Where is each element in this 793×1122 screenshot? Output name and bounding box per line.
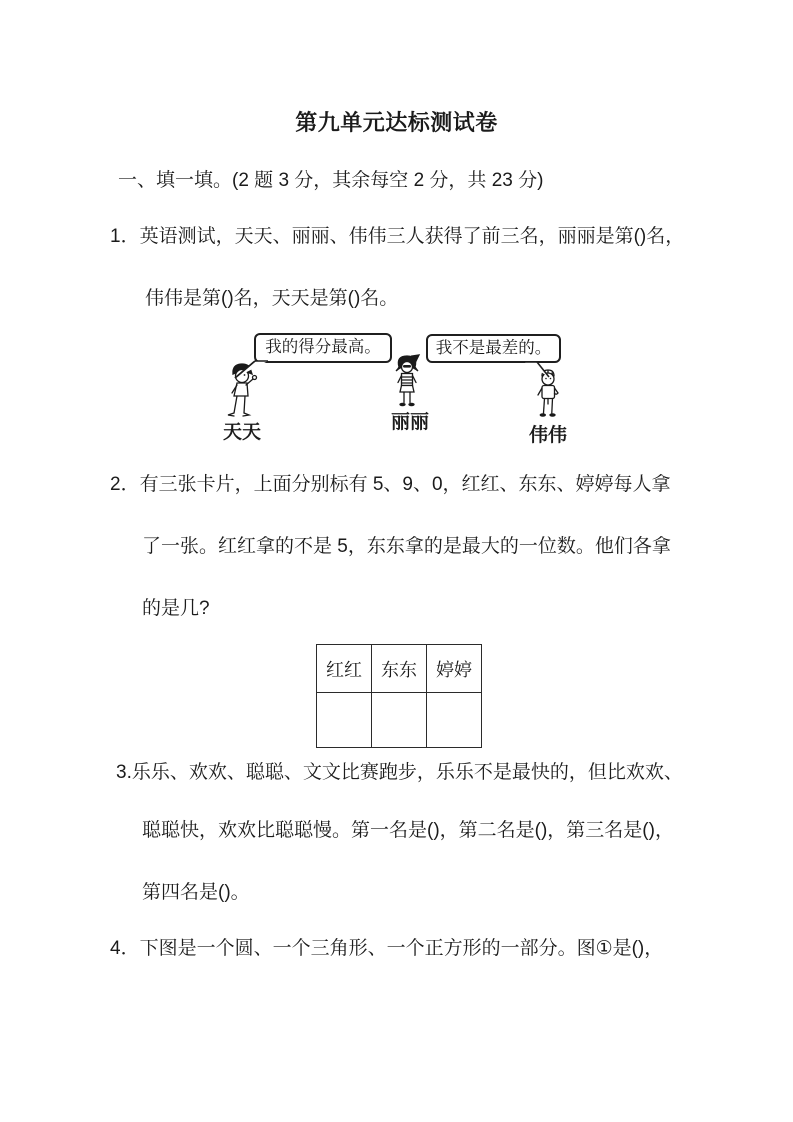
speech-bubble-tail-left-icon [234, 360, 270, 379]
question-1-line-2: 伟伟是第()名，天天是第()名。 [145, 288, 399, 309]
label-weiwei: 伟伟 [528, 425, 567, 446]
answer-cell-dongdong [372, 693, 427, 748]
label-lili: 丽丽 [390, 412, 429, 433]
speech-bubble-tail-right-icon [522, 361, 552, 378]
girl-lili-figure [389, 354, 425, 412]
question-2-line-1: 2．有三张卡片，上面分别标有 5、9、0，红红、东东、婷婷每人拿 [110, 474, 671, 495]
question-1-illustration [170, 328, 630, 450]
question-3-line-3: 第四名是()。 [142, 882, 250, 903]
label-tiantian: 天天 [222, 422, 261, 443]
answer-cell-honghong [317, 693, 372, 748]
question-2-line-2: 了一张。红红拿的不是 5，东东拿的是最大的一位数。他们各拿 [142, 536, 671, 557]
question-4-line-1: 4．下图是一个圆、一个三角形、一个正方形的一部分。图①是()， [110, 938, 664, 959]
speech-bubble-weiwei: 我不是最差的。 [426, 334, 561, 363]
table-answer-row [317, 693, 482, 748]
question-1-line-1: 1．英语测试，天天、丽丽、伟伟三人获得了前三名，丽丽是第()名， [110, 226, 685, 247]
question-3-line-1: 3.乐乐、欢欢、聪聪、文文比赛跑步，乐乐不是最快的，但比欢欢、 [116, 762, 683, 783]
page-title: 第九单元达标测试卷 [295, 110, 498, 135]
speech-bubble-tiantian: 我的得分最高。 [254, 333, 392, 363]
section-heading: 一、填一填。(2 题 3 分，其余每空 2 分，共 23 分) [118, 170, 544, 191]
answer-cell-tingting [427, 693, 482, 748]
table-header-dongdong: 东东 [372, 645, 427, 693]
question-2-answer-table [316, 644, 482, 748]
question-2-line-3: 的是几? [142, 598, 210, 619]
table-header-row [317, 645, 482, 693]
table-header-honghong: 红红 [317, 645, 372, 693]
question-3-line-2: 聪聪快，欢欢比聪聪慢。第一名是()，第二名是()，第三名是()， [142, 820, 674, 841]
table-header-tingting: 婷婷 [427, 645, 482, 693]
